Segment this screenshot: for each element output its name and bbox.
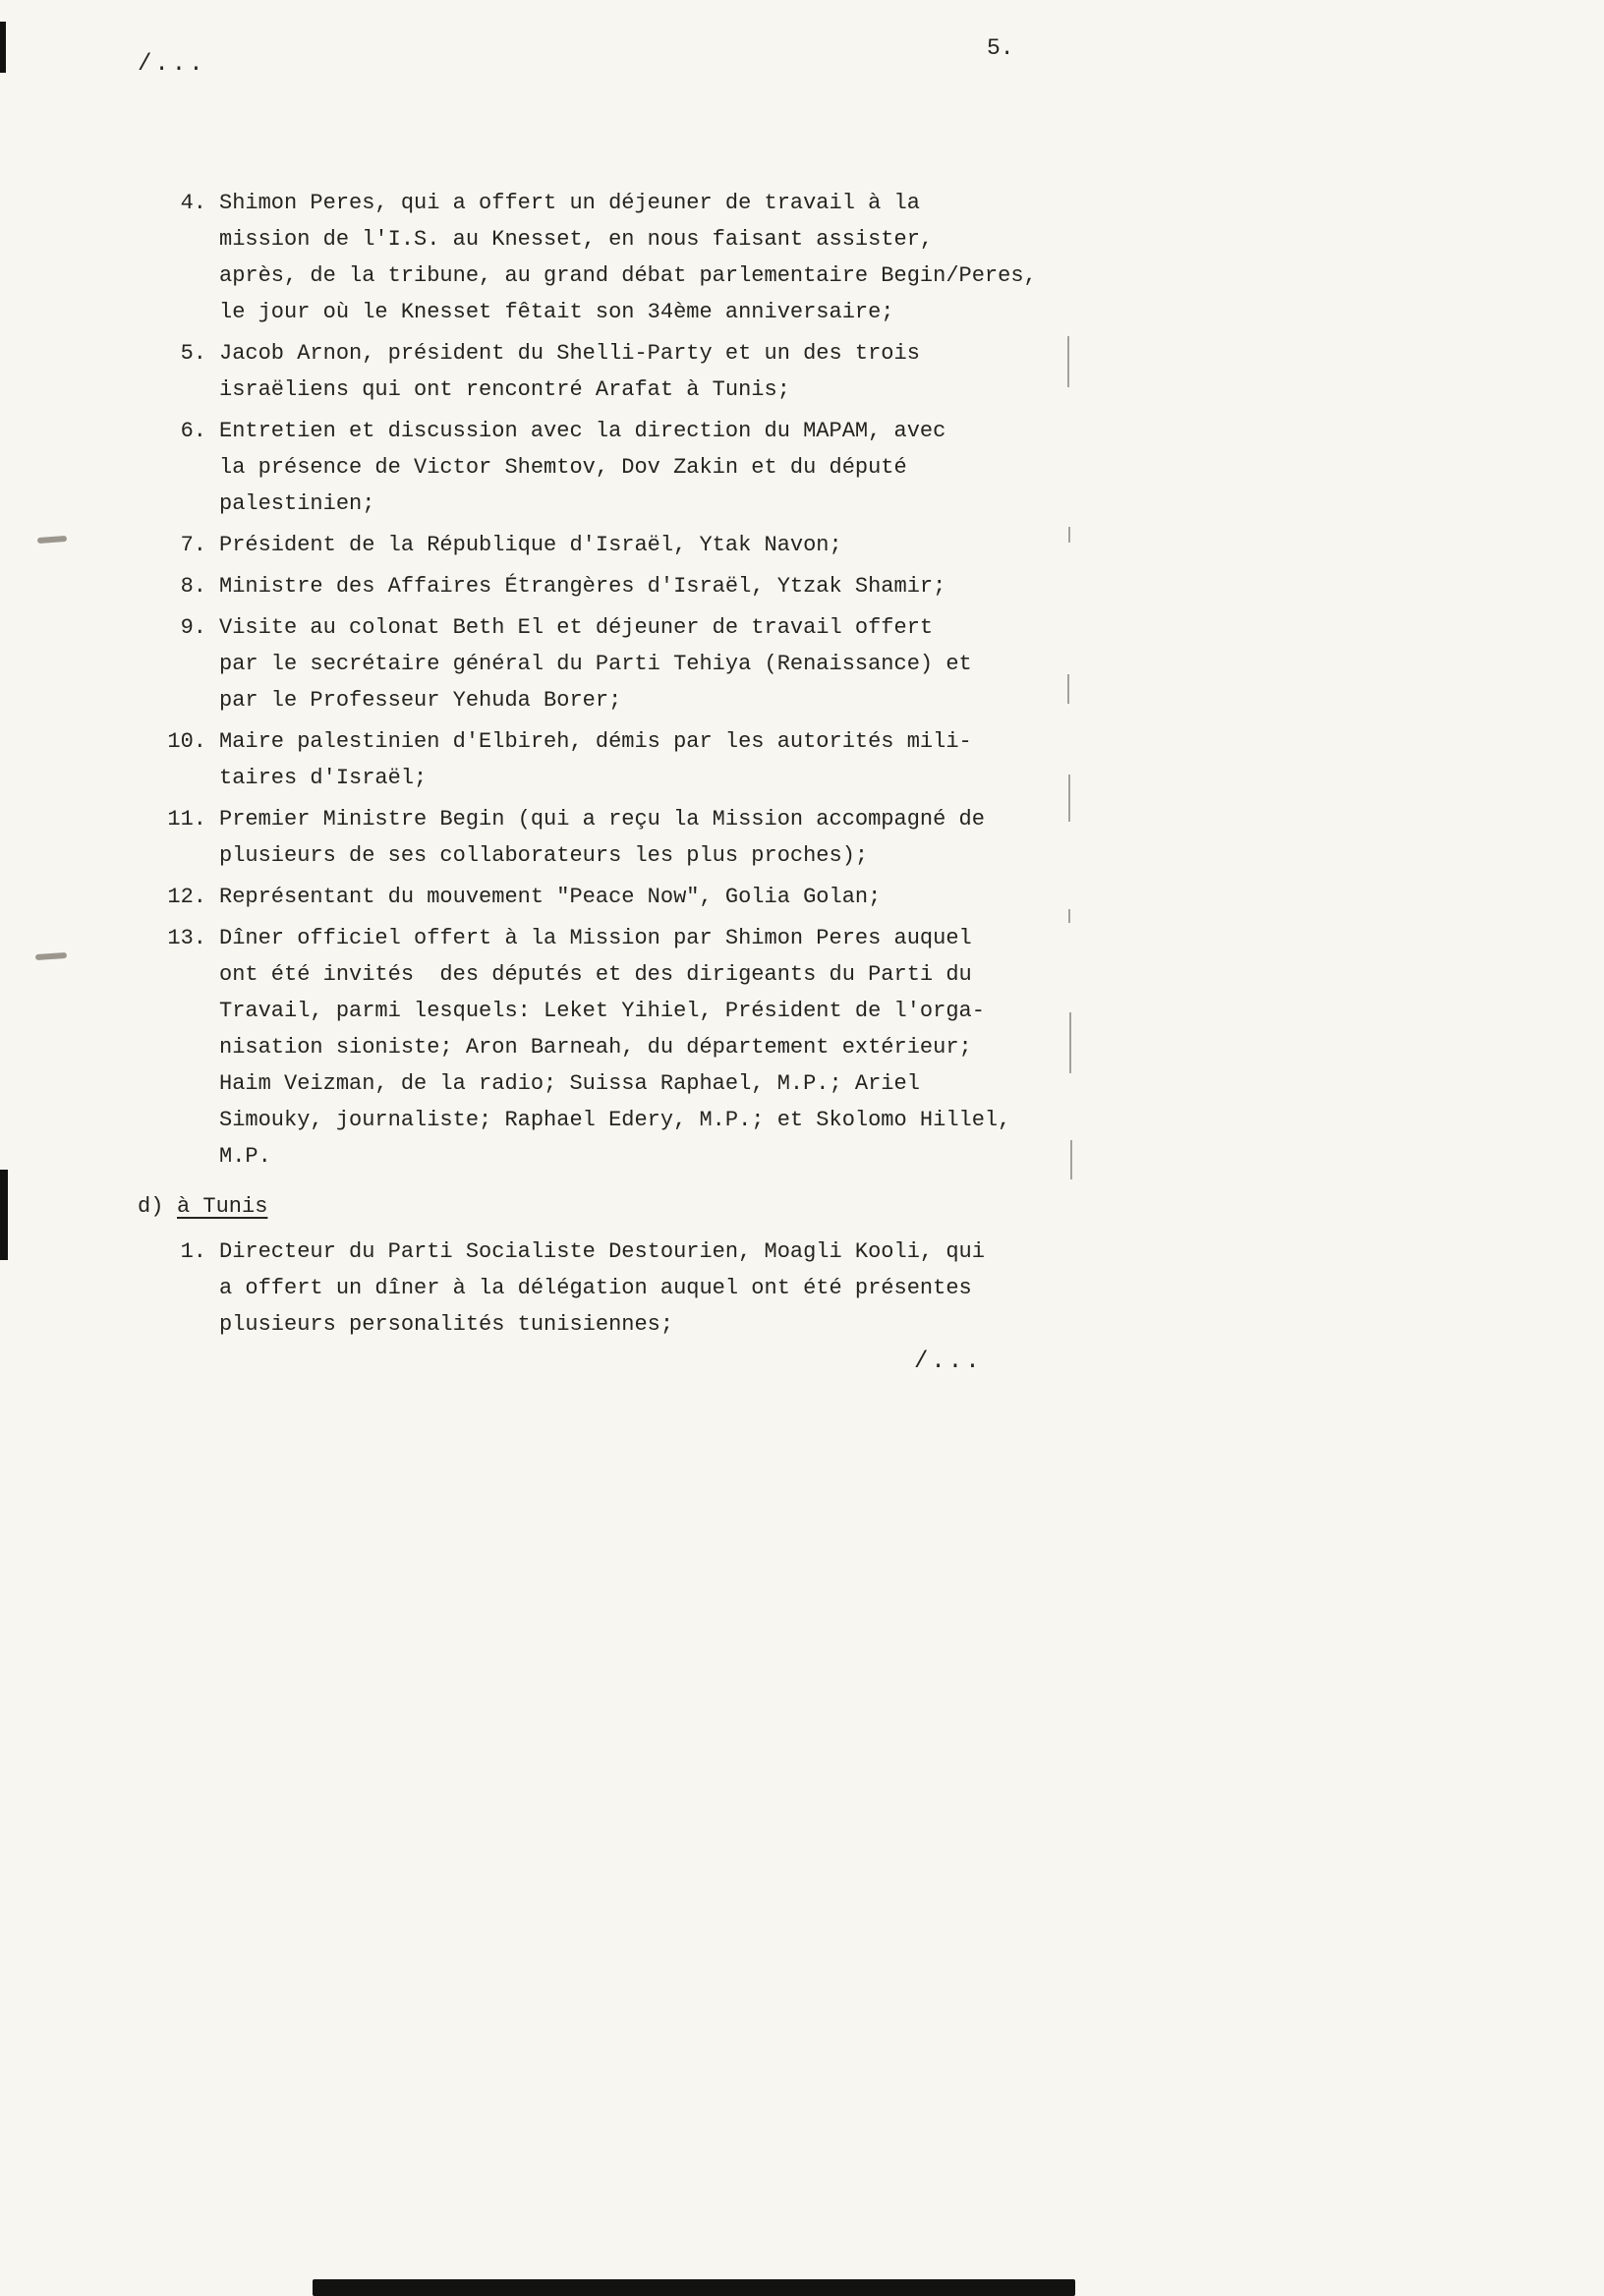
text-line: Travail, parmi lesquels: Leket Yihiel, Président de l'orga- (219, 999, 985, 1023)
scan-artifact (1067, 336, 1069, 387)
section-d-heading (138, 1188, 1120, 1225)
list-item (138, 723, 1120, 796)
text-line: mission de l'I.S. au Knesset, en nous faisant assister, (219, 227, 934, 252)
item-number: 7. (180, 533, 206, 557)
list-item (138, 335, 1120, 408)
page-number: 5. (987, 35, 1014, 61)
pencil-mark (35, 952, 67, 960)
list-item (138, 920, 1120, 1175)
text-line: Premier Ministre Begin (qui a reçu la Mission accompagné de (219, 807, 985, 832)
text-line: plusieurs personalités tunisiennes; (219, 1312, 674, 1337)
scan-artifact (1068, 909, 1070, 923)
text-line: Haim Veizman, de la radio; Suissa Raphael, M.P.; Ariel (219, 1071, 920, 1096)
pencil-mark (37, 536, 67, 544)
text-line: Maire palestinien d'Elbireh, démis par les autorités mili- (219, 729, 972, 754)
text-line: après, de la tribune, au grand débat parlementaire Begin/Peres, (219, 263, 1037, 288)
text-line: plusieurs de ses collaborateurs les plus proches); (219, 843, 869, 868)
list-item (138, 609, 1120, 718)
scan-artifact (1068, 775, 1070, 822)
text-line: par le Professeur Yehuda Borer; (219, 688, 622, 713)
text-line: israëliens qui ont rencontré Arafat à Tunis; (219, 377, 790, 402)
item-number: 1. (180, 1239, 206, 1264)
continuation-mark-top: /... (138, 51, 206, 78)
document-body (138, 185, 1120, 1348)
scan-artifact (313, 2279, 1075, 2296)
section-label: d) (138, 1194, 164, 1219)
scan-artifact (1070, 1140, 1072, 1179)
text-line: Entretien et discussion avec la direction du MAPAM, avec (219, 419, 946, 443)
text-line: Président de la République d'Israël, Ytak Navon; (219, 533, 842, 557)
item-number: 6. (180, 419, 206, 443)
scan-artifact (1068, 527, 1070, 543)
scan-artifact (1067, 674, 1069, 704)
scan-artifact (1069, 1012, 1071, 1073)
text-line: palestinien; (219, 491, 375, 516)
list-item (138, 185, 1120, 330)
list-item (138, 801, 1120, 874)
text-line: Représentant du mouvement "Peace Now", Golia Golan; (219, 885, 882, 909)
text-line: ont été invités des députés et des dirigeants du Parti du (219, 962, 972, 987)
text-line: Ministre des Affaires Étrangères d'Israël, Ytzak Shamir; (219, 574, 946, 599)
item-number: 11. (167, 807, 206, 832)
item-number: 5. (180, 341, 206, 366)
text-line: la présence de Victor Shemtov, Dov Zakin et du député (219, 455, 907, 480)
list-item (138, 879, 1120, 915)
text-line: nisation sioniste; Aron Barneah, du département extérieur; (219, 1035, 972, 1060)
text-line: Visite au colonat Beth El et déjeuner de travail offert (219, 615, 934, 640)
text-line: Simouky, journaliste; Raphael Edery, M.P.; et Skolomo Hillel, (219, 1108, 1011, 1132)
item-number: 12. (167, 885, 206, 909)
text-line: Shimon Peres, qui a offert un déjeuner de travail à la (219, 191, 920, 215)
scan-artifact (0, 1170, 8, 1260)
item-number: 9. (180, 615, 206, 640)
item-number: 4. (180, 191, 206, 215)
item-number: 13. (167, 926, 206, 950)
scan-artifact (0, 22, 6, 73)
list-item (138, 527, 1120, 563)
list-item (138, 1234, 1120, 1343)
continuation-mark-bottom: /... (914, 1349, 983, 1375)
item-number: 10. (167, 729, 206, 754)
text-line: Dîner officiel offert à la Mission par Shimon Peres auquel (219, 926, 972, 950)
section-title: à Tunis (177, 1194, 268, 1219)
list-item (138, 568, 1120, 604)
text-line: taires d'Israël; (219, 766, 428, 790)
text-line: Jacob Arnon, président du Shelli-Party et un des trois (219, 341, 920, 366)
item-number: 8. (180, 574, 206, 599)
text-line: le jour où le Knesset fêtait son 34ème anniversaire; (219, 300, 894, 324)
list-item (138, 413, 1120, 522)
text-line: Directeur du Parti Socialiste Destourien, Moagli Kooli, qui (219, 1239, 985, 1264)
text-line: a offert un dîner à la délégation auquel ont été présentes (219, 1276, 972, 1300)
text-line: par le secrétaire général du Parti Tehiya (Renaissance) et (219, 652, 972, 676)
text-line: M.P. (219, 1144, 271, 1169)
